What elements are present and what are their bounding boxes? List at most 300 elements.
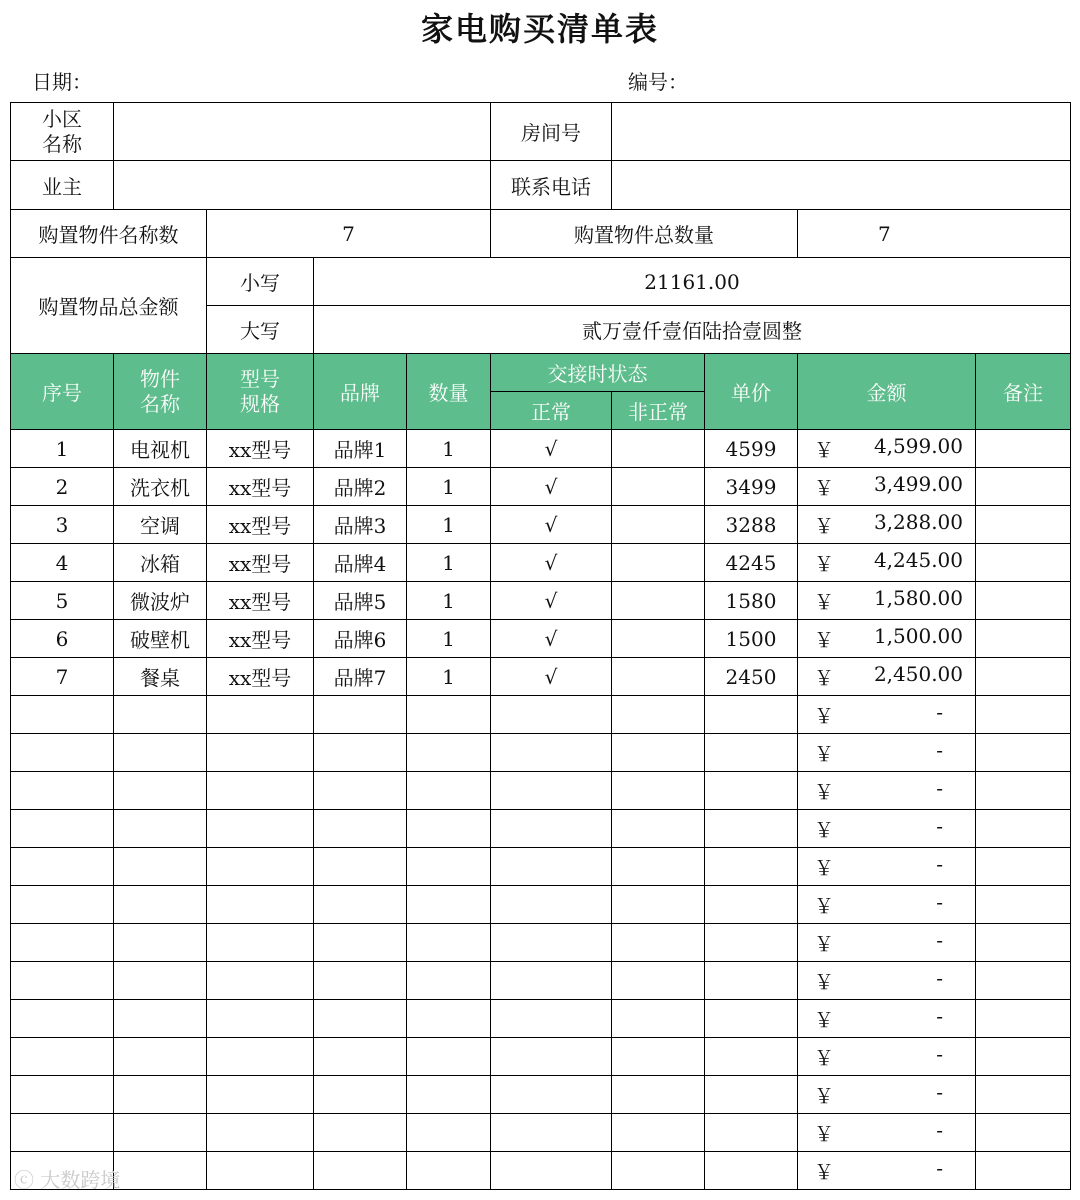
empty-cell[interactable] [705,734,798,772]
empty-cell[interactable] [705,1076,798,1114]
empty-amount [798,810,976,848]
empty-cell[interactable] [114,1114,207,1152]
header-unit-price: 单价 [705,354,798,430]
header-seq: 序号 [11,354,114,430]
empty-cell[interactable] [207,886,314,924]
empty-cell[interactable] [407,848,491,886]
row-abnormal-check [612,620,705,658]
currency-symbol: ￥ [814,1160,834,1184]
watermark [14,1164,120,1193]
empty-amount [798,696,976,734]
empty-cell[interactable] [407,1076,491,1114]
empty-cell[interactable] [11,1038,114,1076]
empty-cell[interactable] [314,848,407,886]
row-unit-price: 3288 [705,506,798,544]
row-model: xx型号 [207,544,314,582]
empty-cell[interactable] [11,810,114,848]
row-remark[interactable] [976,658,1071,696]
row-amount-value: 3,288.00 [873,510,963,534]
empty-cell[interactable] [314,696,407,734]
empty-cell[interactable] [491,1000,612,1038]
empty-cell[interactable] [612,1076,705,1114]
amount-dash: - [936,1080,943,1104]
empty-cell[interactable] [314,1000,407,1038]
header-item-name-line1: 物件 [140,366,180,391]
row-qty: 1 [407,468,491,506]
empty-cell[interactable] [207,848,314,886]
currency-symbol: ￥ [814,666,834,690]
row-abnormal-check [612,544,705,582]
currency-symbol: ￥ [814,476,834,500]
empty-cell[interactable] [407,1038,491,1076]
row-amount-value: 4,599.00 [873,434,963,458]
row-amount [798,582,976,620]
empty-row [11,734,1071,772]
watermark-text: 大数跨境 [40,1168,121,1192]
empty-row [11,924,1071,962]
row-seq: 3 [11,506,114,544]
empty-cell[interactable] [612,886,705,924]
row-remark[interactable] [976,468,1071,506]
currency-symbol: ￥ [814,970,834,994]
row-remark[interactable] [976,430,1071,468]
empty-row [11,1076,1071,1114]
row-unit-price: 4245 [705,544,798,582]
empty-cell[interactable] [407,1114,491,1152]
owner-value-cell[interactable] [114,161,491,210]
phone-value-cell[interactable] [612,161,1071,210]
empty-remark[interactable] [976,734,1071,772]
empty-cell[interactable] [114,734,207,772]
row-abnormal-check [612,658,705,696]
currency-symbol: ￥ [814,438,834,462]
empty-row [11,1000,1071,1038]
amount-dash: - [936,1118,943,1142]
row-brand: 品牌7 [314,658,407,696]
row-qty: 1 [407,506,491,544]
empty-cell[interactable] [207,962,314,1000]
empty-amount [798,924,976,962]
empty-row [11,962,1071,1000]
empty-cell[interactable] [11,734,114,772]
row-normal-check: √ [491,430,612,468]
owner-label: 业主 [11,161,114,210]
empty-cell[interactable] [407,962,491,1000]
row-brand: 品牌2 [314,468,407,506]
phone-label: 联系电话 [491,161,612,210]
table-row [11,582,1071,620]
empty-cell[interactable] [407,734,491,772]
lowercase-value: 21161.00 [314,258,1071,306]
row-amount [798,506,976,544]
header-model-line2: 规格 [240,391,280,416]
row-amount [798,620,976,658]
header-abnormal: 非正常 [612,392,705,430]
row-amount [798,658,976,696]
table-row [11,430,1071,468]
header-remark: 备注 [976,354,1071,430]
empty-cell[interactable] [705,886,798,924]
date-label: 日期： [32,70,92,94]
currency-symbol: ￥ [814,590,834,614]
currency-symbol: ￥ [814,1008,834,1032]
empty-cell[interactable] [612,772,705,810]
empty-cell[interactable] [612,810,705,848]
row-normal-check: √ [491,658,612,696]
row-item-name: 餐桌 [114,658,207,696]
row-model: xx型号 [207,620,314,658]
row-amount [798,430,976,468]
row-abnormal-check [612,430,705,468]
table-row [11,620,1071,658]
empty-row [11,1114,1071,1152]
number-label: 编号： [628,70,688,94]
community-label-line2: 名称 [42,131,82,156]
empty-cell[interactable] [612,734,705,772]
empty-row [11,772,1071,810]
watermark-logo-icon: ⓒ [14,1168,34,1192]
empty-cell[interactable] [207,1152,314,1190]
empty-amount [798,1114,976,1152]
empty-cell[interactable] [612,1114,705,1152]
row-remark[interactable] [976,506,1071,544]
empty-remark[interactable] [976,1000,1071,1038]
row-unit-price: 3499 [705,468,798,506]
currency-symbol: ￥ [814,1046,834,1070]
row-normal-check: √ [491,582,612,620]
empty-cell[interactable] [314,734,407,772]
empty-cell[interactable] [612,1038,705,1076]
header-normal: 正常 [491,392,612,430]
row-seq: 2 [11,468,114,506]
row-brand: 品牌1 [314,430,407,468]
amount-dash: - [936,966,943,990]
row-seq: 1 [11,430,114,468]
community-label-line1: 小区 [42,106,82,131]
empty-cell[interactable] [705,1114,798,1152]
empty-remark[interactable] [976,810,1071,848]
row-normal-check: √ [491,620,612,658]
empty-row [11,810,1071,848]
item-names-count-label: 购置物件名称数 [11,210,207,258]
row-normal-check: √ [491,506,612,544]
empty-cell[interactable] [207,772,314,810]
empty-cell[interactable] [491,772,612,810]
empty-cell[interactable] [207,810,314,848]
row-abnormal-check [612,582,705,620]
row-normal-check: √ [491,468,612,506]
empty-cell[interactable] [491,1038,612,1076]
row-unit-price: 1500 [705,620,798,658]
row-amount-value: 4,245.00 [873,548,963,572]
empty-amount [798,1152,976,1190]
row-model: xx型号 [207,658,314,696]
empty-cell[interactable] [705,1152,798,1190]
empty-amount [798,848,976,886]
empty-cell[interactable] [11,886,114,924]
row-item-name: 冰箱 [114,544,207,582]
empty-cell[interactable] [491,696,612,734]
amount-dash: - [936,700,943,724]
empty-cell[interactable] [705,772,798,810]
empty-cell[interactable] [314,1076,407,1114]
empty-row [11,696,1071,734]
empty-remark[interactable] [976,886,1071,924]
row-abnormal-check [612,468,705,506]
row-brand: 品牌5 [314,582,407,620]
row-amount-value: 1,580.00 [873,586,963,610]
empty-cell[interactable] [705,810,798,848]
empty-cell[interactable] [407,772,491,810]
row-remark[interactable] [976,544,1071,582]
empty-remark[interactable] [976,1076,1071,1114]
empty-cell[interactable] [491,1114,612,1152]
row-model: xx型号 [207,468,314,506]
table-row [11,468,1071,506]
empty-amount [798,1038,976,1076]
currency-symbol: ￥ [814,514,834,538]
empty-cell[interactable] [407,696,491,734]
row-remark[interactable] [976,620,1071,658]
row-item-name: 洗衣机 [114,468,207,506]
uppercase-label: 大写 [207,306,314,354]
row-model: xx型号 [207,430,314,468]
table-row [11,506,1071,544]
amount-dash: - [936,890,943,914]
currency-symbol: ￥ [814,742,834,766]
empty-cell[interactable] [314,1114,407,1152]
purchase-list-table [10,102,1071,1190]
row-item-name: 空调 [114,506,207,544]
row-unit-price: 4599 [705,430,798,468]
empty-cell[interactable] [705,962,798,1000]
empty-row [11,1038,1071,1076]
empty-cell[interactable] [612,962,705,1000]
row-normal-check: √ [491,544,612,582]
empty-cell[interactable] [314,924,407,962]
empty-cell[interactable] [11,772,114,810]
header-model [207,354,314,430]
item-total-qty-label: 购置物件总数量 [491,210,798,258]
currency-symbol: ￥ [814,818,834,842]
row-qty: 1 [407,620,491,658]
row-model: xx型号 [207,506,314,544]
empty-cell[interactable] [11,848,114,886]
empty-cell[interactable] [407,810,491,848]
row-qty: 1 [407,582,491,620]
empty-cell[interactable] [207,696,314,734]
empty-cell[interactable] [114,924,207,962]
header-item-name [114,354,207,430]
currency-symbol: ￥ [814,1122,834,1146]
row-remark[interactable] [976,582,1071,620]
empty-cell[interactable] [207,924,314,962]
uppercase-value: 贰万壹仟壹佰陆拾壹圆整 [314,306,1071,354]
amount-dash: - [936,738,943,762]
empty-cell[interactable] [114,810,207,848]
header-model-line1: 型号 [240,366,280,391]
empty-cell[interactable] [114,772,207,810]
empty-remark[interactable] [976,1038,1071,1076]
row-unit-price: 2450 [705,658,798,696]
empty-cell[interactable] [491,962,612,1000]
amount-dash: - [936,928,943,952]
empty-amount [798,772,976,810]
empty-remark[interactable] [976,962,1071,1000]
header-brand: 品牌 [314,354,407,430]
empty-cell[interactable] [314,810,407,848]
room-label: 房间号 [491,103,612,161]
empty-remark[interactable] [976,696,1071,734]
empty-cell[interactable] [491,810,612,848]
currency-symbol: ￥ [814,894,834,918]
empty-amount [798,1000,976,1038]
empty-cell[interactable] [207,734,314,772]
empty-amount [798,734,976,772]
empty-cell[interactable] [612,924,705,962]
room-value-cell[interactable] [612,103,1071,161]
empty-cell[interactable] [11,962,114,1000]
lowercase-label: 小写 [207,258,314,306]
currency-symbol: ￥ [814,856,834,880]
empty-amount [798,1076,976,1114]
empty-cell[interactable] [114,1000,207,1038]
empty-cell[interactable] [612,1000,705,1038]
currency-symbol: ￥ [814,628,834,652]
row-unit-price: 1580 [705,582,798,620]
total-amount-label: 购置物品总金额 [11,258,207,354]
empty-row [11,886,1071,924]
row-item-name: 破壁机 [114,620,207,658]
empty-remark[interactable] [976,848,1071,886]
empty-cell[interactable] [314,1152,407,1190]
empty-cell[interactable] [314,962,407,1000]
empty-cell[interactable] [491,848,612,886]
row-qty: 1 [407,544,491,582]
empty-cell[interactable] [314,772,407,810]
empty-amount [798,886,976,924]
row-seq: 4 [11,544,114,582]
empty-cell[interactable] [11,1000,114,1038]
empty-cell[interactable] [612,696,705,734]
empty-cell[interactable] [491,1076,612,1114]
empty-cell[interactable] [114,1076,207,1114]
amount-dash: - [936,852,943,876]
amount-dash: - [936,776,943,800]
row-brand: 品牌3 [314,506,407,544]
empty-amount [798,962,976,1000]
row-item-name: 微波炉 [114,582,207,620]
currency-symbol: ￥ [814,1084,834,1108]
amount-dash: - [936,1004,943,1028]
row-seq: 7 [11,658,114,696]
empty-cell[interactable] [11,1114,114,1152]
row-qty: 1 [407,430,491,468]
empty-cell[interactable] [114,1038,207,1076]
row-qty: 1 [407,658,491,696]
empty-cell[interactable] [705,924,798,962]
empty-cell[interactable] [491,886,612,924]
empty-cell[interactable] [491,924,612,962]
row-amount-value: 3,499.00 [873,472,963,496]
empty-cell[interactable] [705,1000,798,1038]
row-seq: 6 [11,620,114,658]
header-item-name-line2: 名称 [140,391,180,416]
currency-symbol: ￥ [814,552,834,576]
amount-dash: - [936,814,943,838]
empty-cell[interactable] [407,886,491,924]
amount-dash: - [936,1042,943,1066]
empty-cell[interactable] [407,924,491,962]
row-amount-value: 1,500.00 [873,624,963,648]
header-amount: 金额 [798,354,976,430]
empty-cell[interactable] [207,1038,314,1076]
community-value-cell[interactable] [114,103,491,161]
row-abnormal-check [612,506,705,544]
row-brand: 品牌4 [314,544,407,582]
header-qty: 数量 [407,354,491,430]
header-handover-status: 交接时状态 [491,354,705,392]
empty-cell[interactable] [314,1038,407,1076]
item-total-qty-value: 7 [798,210,1071,258]
empty-cell[interactable] [114,848,207,886]
empty-cell[interactable] [114,886,207,924]
empty-cell[interactable] [314,886,407,924]
empty-cell[interactable] [114,696,207,734]
empty-row [11,1152,1071,1190]
empty-remark[interactable] [976,1114,1071,1152]
empty-cell[interactable] [612,1152,705,1190]
empty-cell[interactable] [407,1000,491,1038]
empty-cell[interactable] [705,1038,798,1076]
empty-cell[interactable] [207,1076,314,1114]
community-label [11,103,114,161]
empty-cell[interactable] [11,696,114,734]
empty-cell[interactable] [705,696,798,734]
empty-cell[interactable] [207,1114,314,1152]
table-row [11,544,1071,582]
page-title: 家电购买清单表 [420,10,659,48]
currency-symbol: ￥ [814,780,834,804]
currency-symbol: ￥ [814,704,834,728]
empty-cell[interactable] [491,734,612,772]
empty-cell[interactable] [407,1152,491,1190]
row-seq: 5 [11,582,114,620]
amount-dash: - [936,1156,943,1180]
row-model: xx型号 [207,582,314,620]
empty-cell[interactable] [207,1000,314,1038]
empty-remark[interactable] [976,924,1071,962]
row-amount [798,468,976,506]
table-row [11,658,1071,696]
row-item-name: 电视机 [114,430,207,468]
currency-symbol: ￥ [814,932,834,956]
empty-remark[interactable] [976,772,1071,810]
empty-cell[interactable] [11,1076,114,1114]
empty-cell[interactable] [11,924,114,962]
empty-cell[interactable] [114,962,207,1000]
empty-row [11,848,1071,886]
row-amount-value: 2,450.00 [873,662,963,686]
row-amount [798,544,976,582]
empty-remark[interactable] [976,1152,1071,1190]
empty-cell[interactable] [705,848,798,886]
empty-cell[interactable] [612,848,705,886]
item-names-count-value: 7 [207,210,491,258]
empty-cell[interactable] [491,1152,612,1190]
row-brand: 品牌6 [314,620,407,658]
empty-cell[interactable] [114,1152,207,1190]
